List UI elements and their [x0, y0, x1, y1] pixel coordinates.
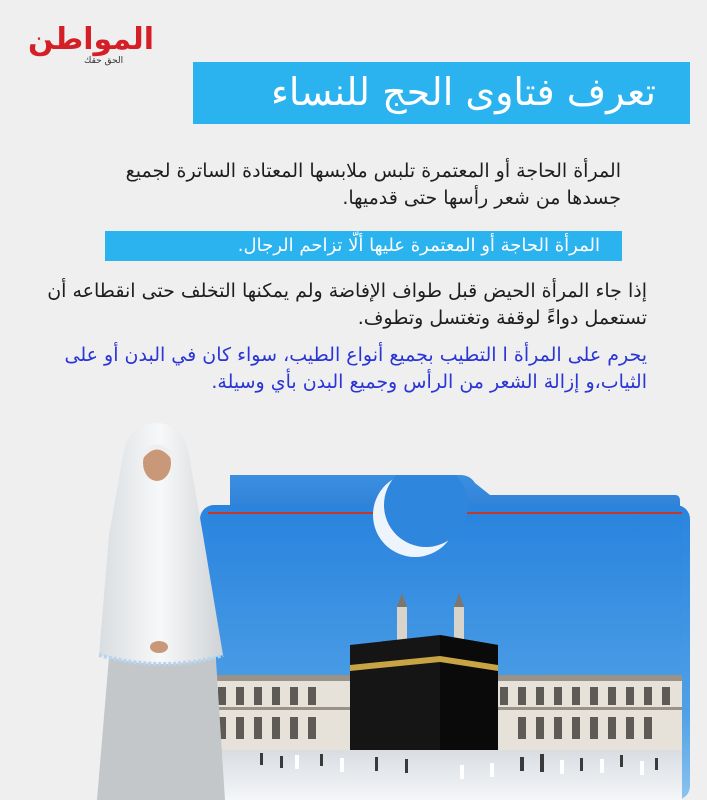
logo-name: المواطن	[27, 22, 154, 57]
woman-illustration	[85, 415, 235, 800]
fatwa-perfume: يحرم على المرأة ا التطيب بجميع أنواع الطيب، سواء كان في البدن أو على الثياب،و إزالة الشعر من الرأس وجميع البدن بأي وسيلة.	[64, 344, 647, 393]
page-title: تعرف فتاوى الحج للنساء	[271, 70, 656, 114]
kaaba-illustration	[200, 475, 690, 800]
logo-tagline: الحق حقك	[84, 56, 124, 66]
fatwa-highlight: المرأة الحاجة أو المعتمرة عليها ألّا تزاحم الرجال.	[237, 235, 600, 256]
fatwa-menstruation: إذا جاء المرأة الحيض قبل طواف الإفاضة ولم يمكنها التخلف حتى انقطاعه أن تستعمل دواءً لوقفة وتغتسل وتطوف.	[47, 280, 647, 329]
fatwa-clothing: المرأة الحاجة أو المعتمرة تلبس ملابسها المعتادة الساترة لجميع جسدها من شعر رأسها حتى قدميها.	[125, 160, 621, 209]
title-banner	[193, 62, 690, 124]
highlight-banner	[105, 231, 622, 261]
site-logo[interactable]	[22, 22, 154, 72]
